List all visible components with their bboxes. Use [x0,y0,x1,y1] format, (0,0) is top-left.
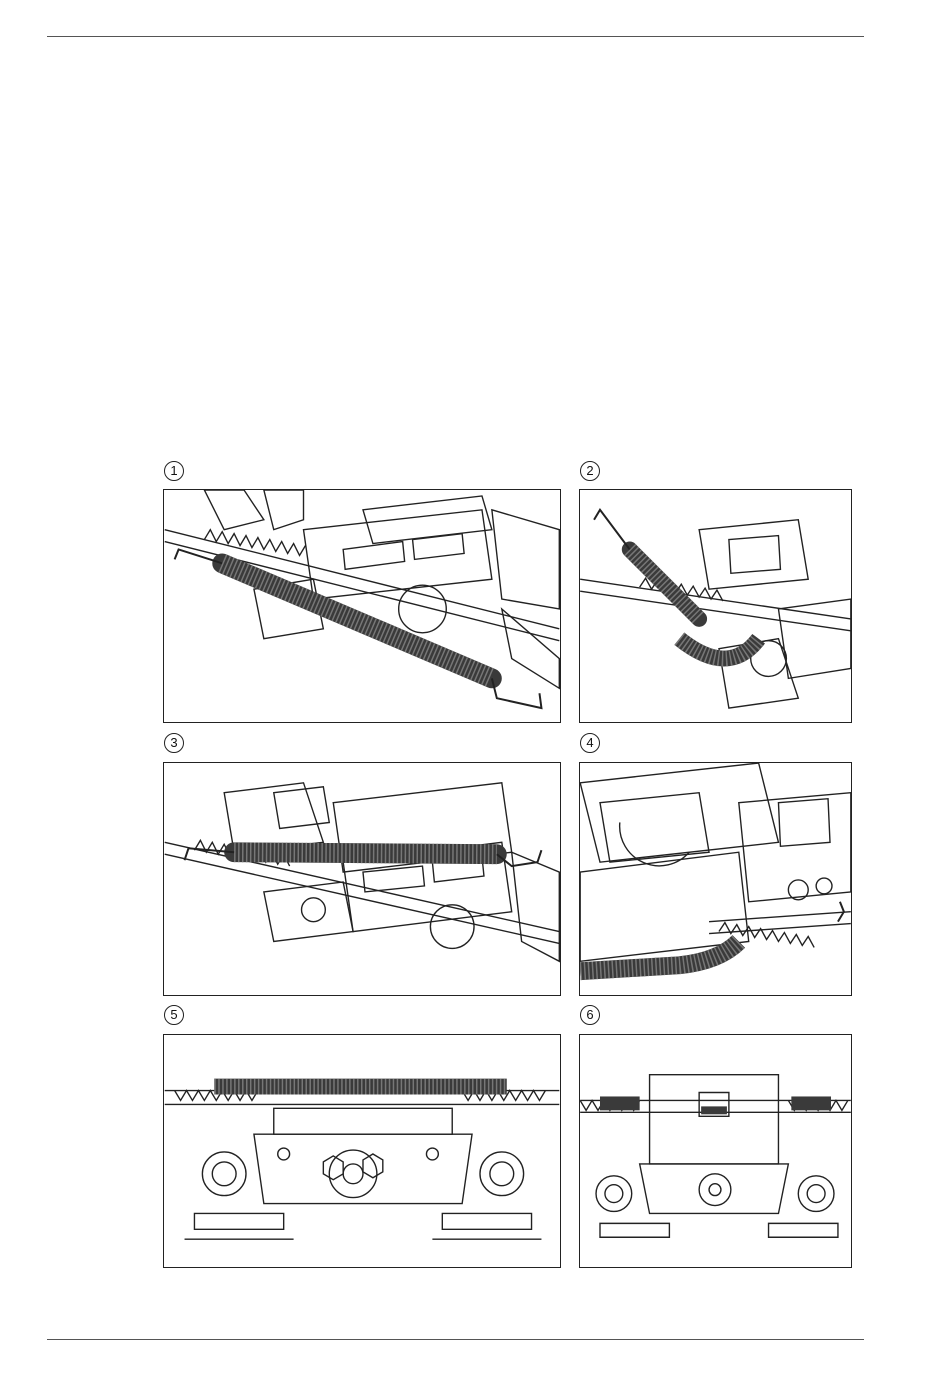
figure-step-4 [579,762,852,996]
figure-step-6 [579,1034,852,1268]
footer-rule [47,1339,864,1340]
spring-along-rack-illustration [164,763,560,995]
spring-installed-front-view-illustration [164,1035,560,1267]
step-number-2: 2 [580,461,600,481]
step-number-1: 1 [164,461,184,481]
spring-hook-on-rack-illustration [164,490,560,722]
step-number-5: 5 [164,1005,184,1025]
header-rule [47,36,864,37]
spring-bent-over-rack-illustration [580,490,851,722]
figure-step-5 [163,1034,561,1268]
carriage-cover-front-view-illustration [580,1035,851,1267]
step-number-6: 6 [580,1005,600,1025]
figure-step-2 [579,489,852,723]
figure-step-1 [163,489,561,723]
step-number-3: 3 [164,733,184,753]
spring-under-carriage-illustration [580,763,851,995]
figure-step-3 [163,762,561,996]
step-number-4: 4 [580,733,600,753]
